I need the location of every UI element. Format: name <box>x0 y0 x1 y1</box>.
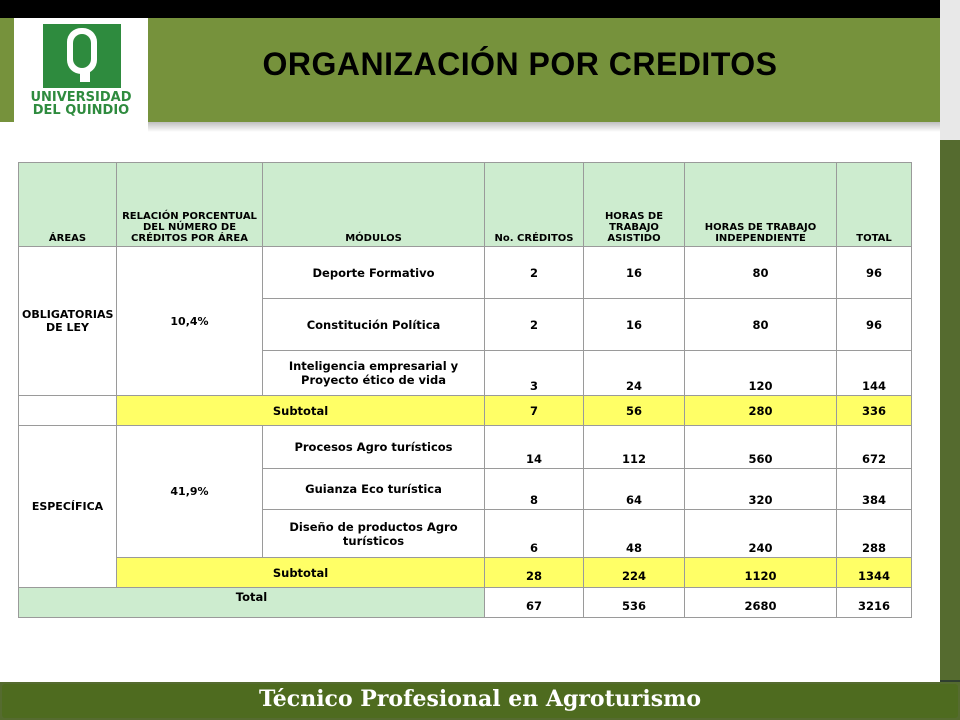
subtotal-assisted: 224 <box>584 558 685 588</box>
assisted-hours-cell: 48 <box>584 510 685 558</box>
total-cell: 288 <box>837 510 912 558</box>
assisted-hours-cell: 16 <box>584 247 685 299</box>
independent-hours-cell: 560 <box>685 426 837 469</box>
assisted-hours-cell: 24 <box>584 351 685 396</box>
subtotal-row <box>19 558 912 588</box>
total-cell: 96 <box>837 299 912 351</box>
independent-hours-cell: 80 <box>685 299 837 351</box>
assisted-hours-cell: 112 <box>584 426 685 469</box>
header-shadow <box>148 122 940 132</box>
university-logo <box>14 18 148 122</box>
independent-hours-cell: 80 <box>685 247 837 299</box>
independent-hours-cell: 240 <box>685 510 837 558</box>
subtotal-row <box>19 396 912 426</box>
col-header-total: TOTAL <box>837 163 912 247</box>
area-cell: OBLIGATORIAS DE LEY <box>19 247 117 396</box>
module-cell: Inteligencia empresarial y Proyecto ético de vida <box>263 351 485 396</box>
subtotal-total: 1344 <box>837 558 912 588</box>
subtotal-total: 336 <box>837 396 912 426</box>
subtotal-assisted: 56 <box>584 396 685 426</box>
table-row <box>19 426 912 469</box>
total-cell: 144 <box>837 351 912 396</box>
top-bar <box>0 0 960 18</box>
credits-cell: 2 <box>485 247 584 299</box>
independent-hours-cell: 120 <box>685 351 837 396</box>
total-independent: 2680 <box>685 588 837 618</box>
total-cell: 384 <box>837 469 912 510</box>
credits-cell: 6 <box>485 510 584 558</box>
page-title: ORGANIZACIÓN POR CREDITOS <box>262 46 778 82</box>
logo-line-1: UNIVERSIDAD <box>30 90 132 105</box>
total-cell: 96 <box>837 247 912 299</box>
module-cell: Constitución Política <box>263 299 485 351</box>
independent-hours-cell: 320 <box>685 469 837 510</box>
subtotal-label: Subtotal <box>117 396 485 426</box>
module-cell: Procesos Agro turísticos <box>263 426 485 469</box>
credits-cell: 3 <box>485 351 584 396</box>
credits-cell: 8 <box>485 469 584 510</box>
subtotal-independent: 1120 <box>685 558 837 588</box>
col-header-relacion: RELACIÓN PORCENTUAL DEL NÚMERO DE CRÉDITOS POR ÁREA <box>117 163 263 247</box>
total-assisted: 536 <box>584 588 685 618</box>
right-side-bar <box>940 0 960 720</box>
module-cell: Deporte Formativo <box>263 247 485 299</box>
subtotal-credits: 7 <box>485 396 584 426</box>
table-row <box>19 247 912 299</box>
total-total: 3216 <box>837 588 912 618</box>
table-header-row <box>19 163 912 247</box>
module-cell: Guianza Eco turística <box>263 469 485 510</box>
percent-cell: 41,9% <box>117 426 263 558</box>
total-credits: 67 <box>485 588 584 618</box>
logo-emblem-icon <box>43 24 121 88</box>
footer-title: Técnico Profesional en Agroturismo <box>258 686 702 712</box>
assisted-hours-cell: 64 <box>584 469 685 510</box>
col-header-modulos: MÓDULOS <box>263 163 485 247</box>
module-cell: Diseño de productos Agro turísticos <box>263 510 485 558</box>
subtotal-label: Subtotal <box>117 558 485 588</box>
credits-cell: 14 <box>485 426 584 469</box>
subtotal-independent: 280 <box>685 396 837 426</box>
credits-table <box>18 162 912 618</box>
assisted-hours-cell: 16 <box>584 299 685 351</box>
total-label: Total <box>19 588 485 618</box>
col-header-areas: ÁREAS <box>19 163 117 247</box>
total-cell: 672 <box>837 426 912 469</box>
total-row <box>19 588 912 618</box>
col-header-independiente: HORAS DE TRABAJO INDEPENDIENTE <box>685 163 837 247</box>
col-header-creditos: No. CRÉDITOS <box>485 163 584 247</box>
percent-cell: 10,4% <box>117 247 263 396</box>
col-header-asistido: HORAS DE TRABAJO ASISTIDO <box>584 163 685 247</box>
subtotal-credits: 28 <box>485 558 584 588</box>
area-cell: ESPECÍFICA <box>19 426 117 588</box>
logo-line-2: DEL QUINDIO <box>32 103 130 118</box>
credits-cell: 2 <box>485 299 584 351</box>
